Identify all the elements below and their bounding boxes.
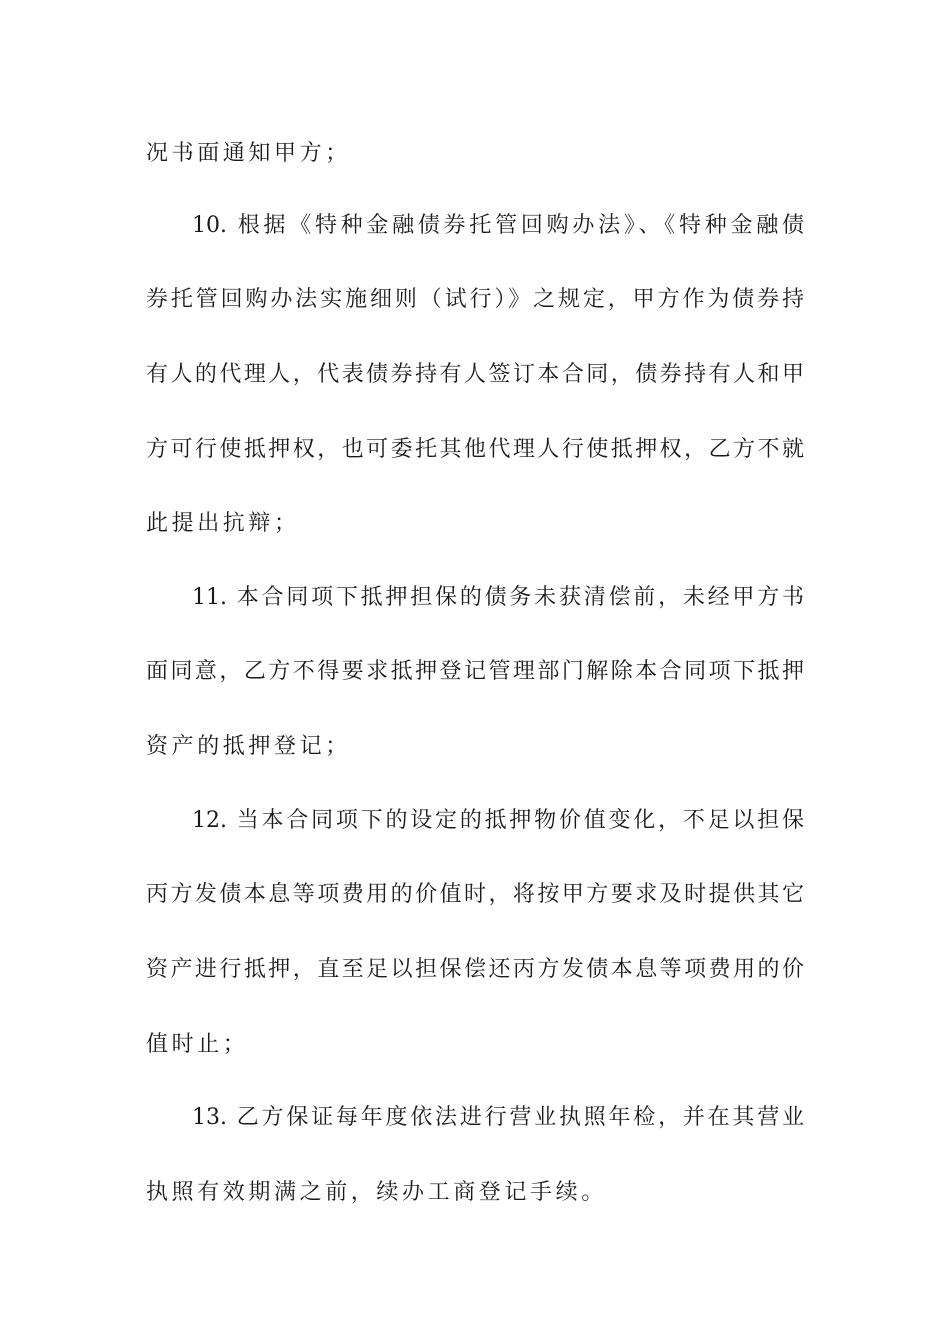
paragraph-9-end-line-1: 况书面通知甲方； [146, 141, 351, 166]
paragraph-11-line-2: 面同意，乙方不得要求抵押登记管理部门解除本合同项下抵押 [146, 659, 804, 684]
paragraph-10-line-2: 券托管回购办法实施细则（试行）》之规定，甲方作为债券持 [146, 287, 804, 312]
paragraph-12-line-3: 资产进行抵押，直至足以担保偿还丙方发债本息等项费用的价 [146, 957, 804, 982]
paragraph-12-line-4: 值时止； [146, 1032, 249, 1057]
paragraph-13-line-1: 13. 乙方保证每年度依法进行营业执照年检，并在其营业 [192, 1105, 804, 1130]
paragraph-13-line-2: 执照有效期满之前，续办工商登记手续。 [146, 1180, 607, 1205]
paragraph-11-line-3: 资产的抵押登记； [146, 734, 351, 759]
paragraph-12-line-1: 12. 当本合同项下的设定的抵押物价值变化，不足以担保 [192, 808, 804, 833]
paragraph-10-line-3: 有人的代理人，代表债券持有人签订本合同，债券持有人和甲 [146, 362, 804, 387]
paragraph-10-line-1: 10. 根据《特种金融债券托管回购办法》、《特种金融债 [192, 213, 804, 238]
paragraph-10-line-4: 方可行使抵押权，也可委托其他代理人行使抵押权，乙方不就 [146, 437, 804, 462]
paragraph-12-line-2: 丙方发债本息等项费用的价值时，将按甲方要求及时提供其它 [146, 882, 804, 907]
paragraph-11-line-1: 11. 本合同项下抵押担保的债务未获清偿前，未经甲方书 [192, 585, 804, 610]
paragraph-10-line-5: 此提出抗辩； [146, 511, 300, 536]
